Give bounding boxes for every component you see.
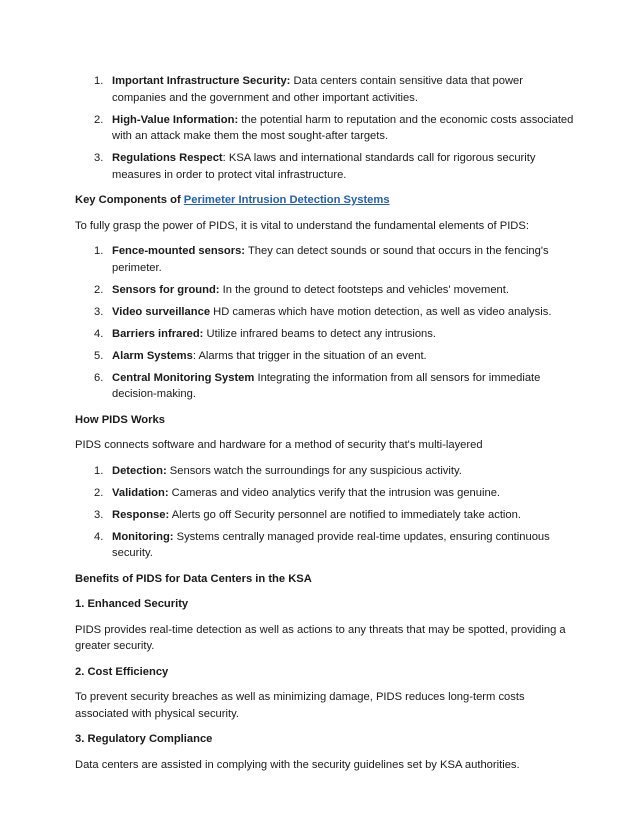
list-number: 4.: [94, 327, 104, 340]
list-number: 2.: [94, 486, 104, 499]
list-item-label: Response:: [112, 508, 170, 521]
list-item-text: Utilize infrared beams to detect any intrusions.: [203, 327, 436, 340]
list-number: 3.: [94, 305, 104, 318]
regulatory-compliance-text: Data centers are assisted in complying with the security guidelines set by KSA authorities.: [75, 758, 520, 771]
list-item-label: Barriers infrared:: [112, 327, 204, 340]
list-number: 2.: [94, 113, 104, 126]
list-number: 3.: [94, 508, 104, 521]
components-list: [75, 243, 575, 403]
cost-efficiency-text: To prevent security breaches as well as minimizing damage, PIDS reduces long-term costs associated with physical security.: [75, 691, 525, 720]
list-item: [75, 243, 575, 276]
list-item: [75, 529, 575, 562]
list-item-label: Monitoring:: [112, 530, 174, 543]
list-item-label: Fence-mounted sensors:: [112, 245, 246, 257]
list-number: 1.: [94, 464, 104, 477]
list-number: 4.: [94, 530, 104, 543]
list-item-text: HD cameras which have motion detection, as well as video analysis.: [210, 305, 552, 318]
key-components-intro: To fully grasp the power of PIDS, it is vital to understand the fundamental elements of PIDS:: [75, 219, 529, 232]
list-number: 6.: [94, 371, 104, 384]
list-item-label: Detection:: [112, 464, 167, 477]
list-item-text: Alerts go off Security personnel are notified to immediately take action.: [169, 508, 521, 521]
list-item-text: Cameras and video analytics verify that the intrusion was genuine.: [168, 486, 501, 499]
list-item-label: Video surveillance: [112, 305, 211, 318]
list-item-label: Central Monitoring System: [112, 371, 255, 384]
list-item: [75, 326, 575, 343]
list-item: [75, 507, 575, 524]
pids-link[interactable]: Perimeter Intrusion Detection Systems: [183, 194, 390, 206]
importance-list: [75, 73, 575, 183]
list-item-text: Sensors watch the surroundings for any suspicious activity.: [166, 464, 462, 477]
list-item: [75, 73, 575, 106]
list-item: [75, 348, 575, 365]
list-item: [75, 304, 575, 321]
enhanced-security-text: PIDS provides real-time detection as well as actions to any threats that may be spotted, providing a greater security.: [75, 623, 566, 652]
benefits-heading: Benefits of PIDS for Data Centers in the KSA: [75, 572, 312, 585]
process-list: [75, 463, 575, 562]
list-number: 3.: [94, 152, 104, 164]
list-item-label: Important Infrastructure Security:: [112, 75, 291, 87]
list-item-text: Integrating the information from all sensors for immediate decision-making.: [112, 371, 541, 400]
list-item-text: : Alarms that trigger in the situation of an event.: [192, 349, 427, 362]
list-number: 1.: [94, 245, 104, 257]
list-number: 5.: [94, 349, 104, 362]
how-pids-works-heading: How PIDS Works: [75, 413, 165, 426]
document-page: [75, 73, 575, 782]
list-item-label: Alarm Systems: [112, 349, 193, 362]
cost-efficiency-heading: 2. Cost Efficiency: [75, 665, 169, 678]
list-number: 1.: [94, 75, 104, 87]
list-number: 2.: [94, 283, 104, 296]
list-item: [75, 112, 575, 145]
list-item-label: Validation:: [112, 486, 169, 499]
list-item: [75, 370, 575, 403]
list-item: [75, 282, 575, 299]
list-item-label: Sensors for ground:: [112, 283, 220, 296]
list-item: [75, 150, 575, 183]
list-item-text: the potential harm to reputation and the economic costs associated with an attack make them the most sought-after targets.: [112, 113, 574, 142]
list-item-text: They can detect sounds or sound that occurs in the fencing's perimeter.: [112, 245, 549, 274]
list-item-text: Data centers contain sensitive data that power companies and the government and other important activities.: [112, 75, 524, 104]
list-item: [75, 463, 575, 480]
heading-prefix: Key Components of: [75, 194, 184, 206]
how-pids-works-intro: PIDS connects software and hardware for a method of security that's multi-layered: [75, 439, 483, 451]
list-item-text: : KSA laws and international standards call for rigorous security measures in order to protect vital infrastructure.: [112, 152, 536, 181]
key-components-heading: [75, 192, 575, 209]
list-item-label: Regulations Respect: [112, 152, 223, 164]
list-item-label: High-Value Information:: [112, 113, 239, 126]
enhanced-security-heading: 1. Enhanced Security: [75, 598, 189, 610]
list-item: [75, 485, 575, 502]
list-item-text: Systems centrally managed provide real-time updates, ensuring continuous security.: [112, 530, 550, 559]
list-item-text: In the ground to detect footsteps and vehicles' movement.: [219, 283, 509, 296]
regulatory-compliance-heading: 3. Regulatory Compliance: [75, 733, 213, 745]
